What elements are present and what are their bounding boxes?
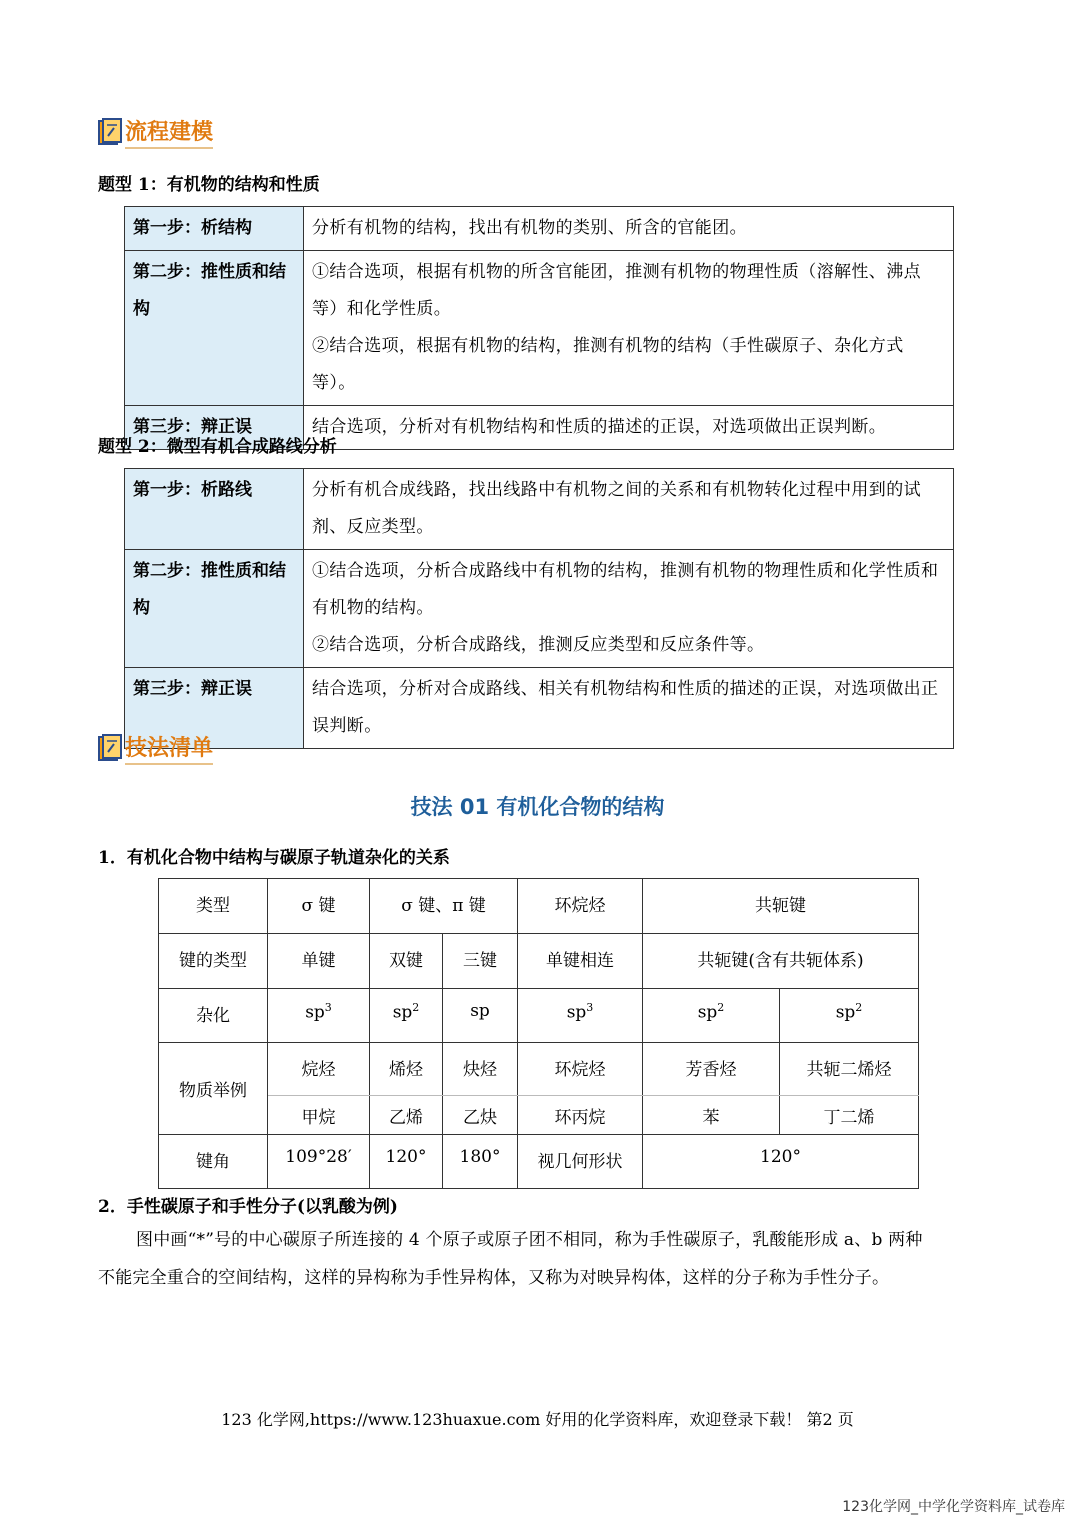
point-2-title: 2．手性碳原子和手性分子(以乳酸为例) [98, 1197, 398, 1217]
row-label: 键的类型 [159, 934, 268, 989]
table-row [125, 550, 954, 668]
table-cell: 共轭二烯烃 [780, 1043, 919, 1096]
table-cell: 120° [643, 1135, 919, 1189]
table-cell: $sp^2$ [370, 989, 443, 1043]
table-cell: 芳香烃 [643, 1043, 780, 1096]
step-desc: ①结合选项，分析合成路线中有机物的结构，推测有机物的物理性质和化学性质和有机物的结构。 ②结合选项，分析合成路线，推测反应类型和反应条件等。 [304, 550, 954, 668]
step-desc: ①结合选项，根据有机物的所含官能团，推测有机物的物理性质（溶解性、沸点等）和化学性质。 ②结合选项，根据有机物的结构，推测有机物的结构（手性碳原子、杂化方式等）。 [304, 251, 954, 406]
header-cell: 环烷烃 [518, 879, 643, 934]
table-row [159, 989, 919, 1043]
hybridization-table [158, 878, 919, 1189]
section-heading-techniques [98, 731, 213, 765]
table-cell: 乙炔 [443, 1096, 518, 1135]
step-label: 第一步：析路线 [125, 469, 304, 550]
table-row [125, 207, 954, 251]
table-cell: 苯 [643, 1096, 780, 1135]
table-row [159, 879, 919, 934]
table-row [125, 251, 954, 406]
table-cell: sp [443, 989, 518, 1043]
table-cell: 环烷烃 [518, 1043, 643, 1096]
table-cell: 109°28′ [268, 1135, 370, 1189]
table-cell: $sp^3$ [268, 989, 370, 1043]
paragraph-line: 不能完全重合的空间结构，这样的异构称为手性异构体，又称为对映异构体，这样的分子称为手性分子。 [98, 1268, 890, 1288]
book-icon [98, 734, 124, 762]
table-cell: 共轭键(含有共轭体系) [643, 934, 919, 989]
table-cell: 甲烷 [268, 1096, 370, 1135]
table-row [159, 934, 919, 989]
table-cell: 120° [370, 1135, 443, 1189]
table-row [125, 469, 954, 550]
step-label: 第一步：析结构 [125, 207, 304, 251]
header-cell: 类型 [159, 879, 268, 934]
table-cell: $sp^2$ [643, 989, 780, 1043]
table-row [159, 1043, 919, 1096]
book-icon [98, 118, 124, 146]
row-label: 杂化 [159, 989, 268, 1043]
table-cell: 乙烯 [370, 1096, 443, 1135]
table-cell: 烯烃 [370, 1043, 443, 1096]
question-type-1-title: 题型 1：有机物的结构和性质 [98, 175, 320, 195]
table-row [159, 1096, 919, 1135]
paragraph-line: 图中画“*”号的中心碳原子所连接的 4 个原子或原子团不相同，称为手性碳原子，乳酸能形成 a、b 两种 [136, 1230, 923, 1250]
table-cell: 烷烃 [268, 1043, 370, 1096]
step-label: 第三步：辩正误 [125, 668, 304, 749]
table-cell: 单键相连 [518, 934, 643, 989]
type2-steps-table [124, 468, 954, 749]
page-footer: 123 化学网,https://www.123huaxue.com 好用的化学资料库，欢迎登录下载！ 第2 页 [221, 1410, 854, 1429]
table-cell: 视几何形状 [518, 1135, 643, 1189]
step-desc: 结合选项，分析对有机物结构和性质的描述的正误，对选项做出正误判断。 [304, 406, 954, 450]
question-type-2-title: 题型 2：微型有机合成路线分析 [98, 437, 337, 457]
step-desc: 分析有机合成线路，找出线路中有机物之间的关系和有机物转化过程中用到的试剂、反应类型。 [304, 469, 954, 550]
section-heading-modeling [98, 115, 213, 149]
table-row [159, 1135, 919, 1189]
section-heading-text: 流程建模 [125, 115, 213, 149]
row-label: 物质举例 [159, 1043, 268, 1135]
header-cell: 共轭键 [643, 879, 919, 934]
step-desc: 分析有机物的结构，找出有机物的类别、所含的官能团。 [304, 207, 954, 251]
header-cell: σ 键 [268, 879, 370, 934]
table-cell: 三键 [443, 934, 518, 989]
point-1-title: 1．有机化合物中结构与碳原子轨道杂化的关系 [98, 848, 450, 868]
step-label: 第三步：辩正误 [125, 406, 304, 450]
table-cell: 丁二烯 [780, 1096, 919, 1135]
step-label: 第二步：推性质和结构 [125, 251, 304, 406]
step-label: 第二步：推性质和结构 [125, 550, 304, 668]
type1-steps-table [124, 206, 954, 450]
table-cell: $sp^2$ [780, 989, 919, 1043]
row-label: 键角 [159, 1135, 268, 1189]
table-cell: $sp^3$ [518, 989, 643, 1043]
header-cell: σ 键、π 键 [370, 879, 518, 934]
technique-title: 技法 01 有机化合物的结构 [410, 795, 665, 819]
watermark-text: 123化学网_中学化学资料库_试卷库 [842, 1499, 1065, 1515]
table-cell: 炔烃 [443, 1043, 518, 1096]
table-cell: 单键 [268, 934, 370, 989]
table-cell: 180° [443, 1135, 518, 1189]
step-desc: 结合选项，分析对合成路线、相关有机物结构和性质的描述的正误，对选项做出正误判断。 [304, 668, 954, 749]
table-cell: 环丙烷 [518, 1096, 643, 1135]
table-row [125, 668, 954, 749]
table-cell: 双键 [370, 934, 443, 989]
section-heading-text: 技法清单 [125, 731, 213, 765]
